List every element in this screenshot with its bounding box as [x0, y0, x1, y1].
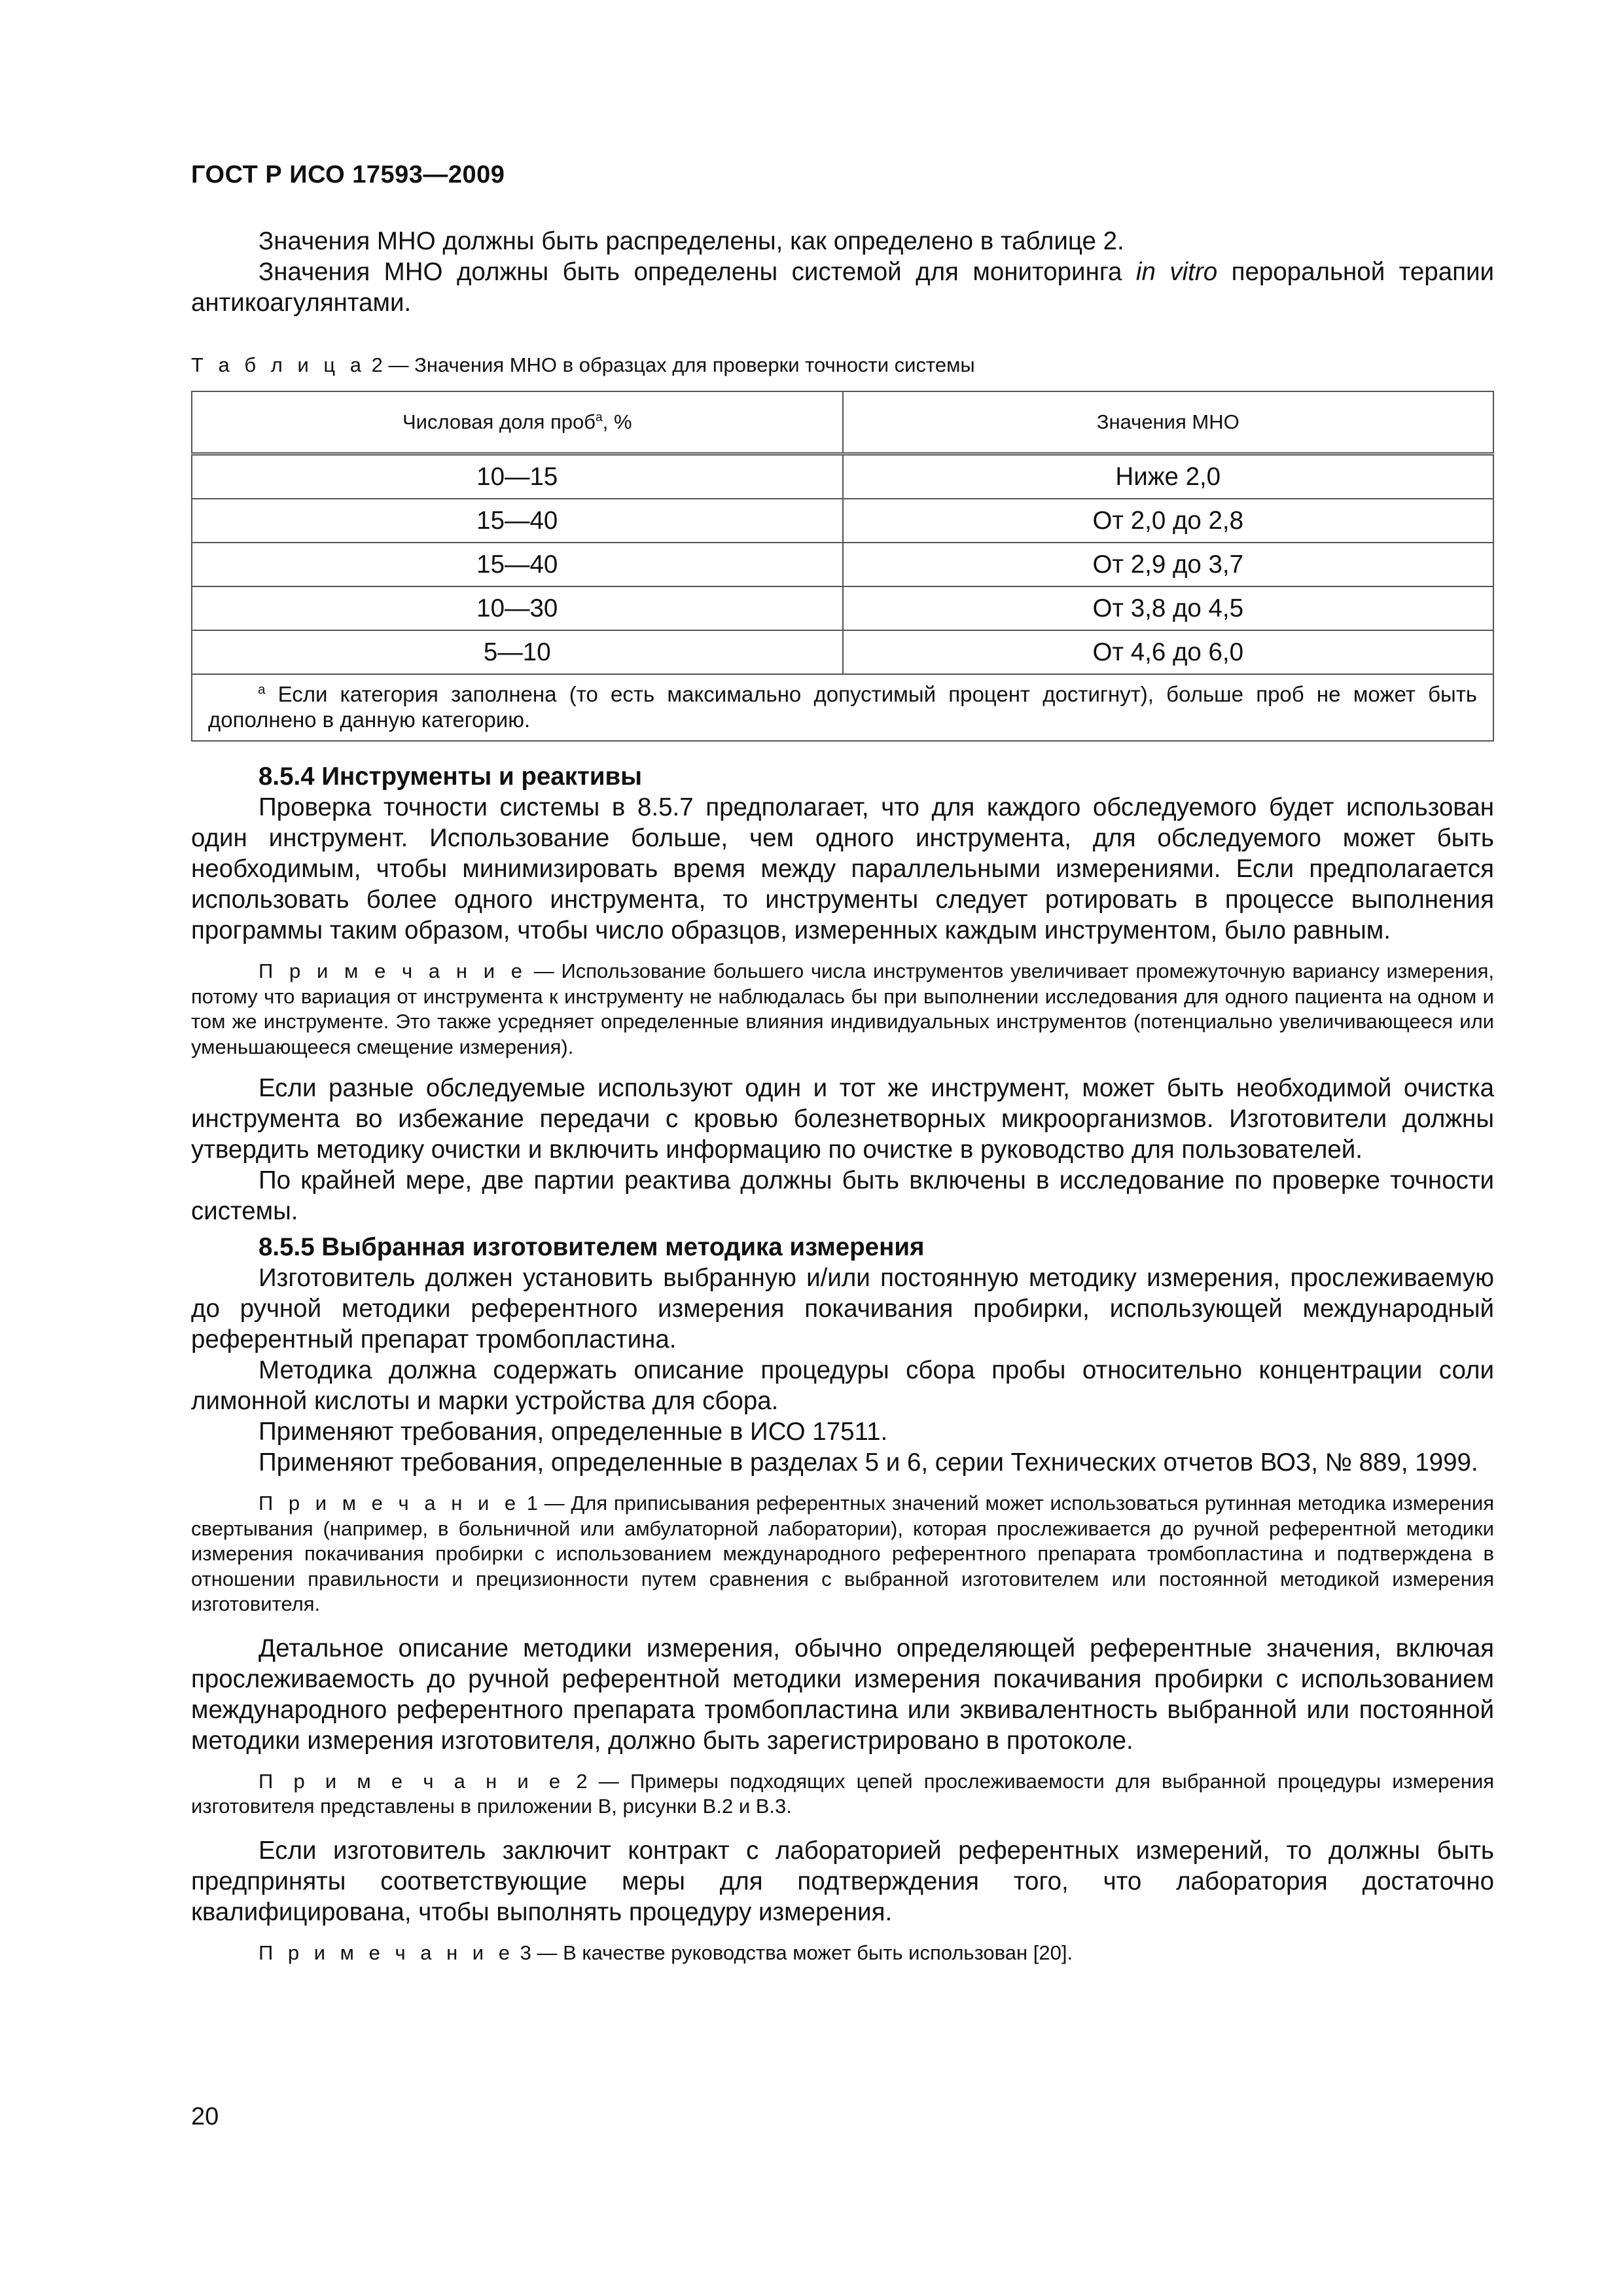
table-cell-inr: От 4,6 до 6,0	[843, 630, 1494, 674]
section-8-5-5-paragraph-2: Методика должна содержать описание процедуры сбора пробы относительно концентрации соли лимонной кислоты и марки устройства для сбора.	[191, 1356, 1494, 1415]
table-caption-text: 2 — Значения МНО в образцах для проверки точности системы	[366, 353, 975, 376]
table-header-fraction: Числовая доля проб$^а$, %	[192, 391, 843, 454]
section-8-5-4	[191, 761, 1494, 1227]
table-cell-inr: От 3,8 до 4,5	[843, 586, 1494, 630]
table-row	[192, 454, 1493, 499]
document-header: ГОСТ Р ИСО 17593—2009	[191, 161, 505, 188]
intro-text-start: Значения МНО должны быть определены системой для мониторинга	[259, 258, 1136, 286]
table-row	[192, 586, 1493, 630]
intro-paragraph-1: Значения МНО должны быть распределены, как определено в таблице 2.	[259, 227, 1124, 255]
table-cell-inr: От 2,0 до 2,8	[843, 499, 1494, 543]
table-cell-fraction: 10—30	[192, 586, 843, 630]
section-8-5-5-paragraph-4: Применяют требования, определенные в разделах 5 и 6, серии Технических отчетов ВОЗ, № 889, 1999.	[259, 1448, 1478, 1477]
table-cell-fraction: 15—40	[192, 543, 843, 586]
section-8-5-4-paragraph-1: Проверка точности системы в 8.5.7 предполагает, что для каждого обследуемого будет использован один инструмент. Использование больше, чем одного инструмента, для обследуемого может быть необходимым, чтобы минимизировать время между параллельными измерениями. Если предполагается использовать более одного инструмента, то инструменты следует ротировать в процессе выполнения программы таким образом, чтобы число образцов, измеренных каждым инструментом, было равным.	[191, 793, 1494, 944]
section-heading-8-5-5: 8.5.5 Выбранная изготовителем методика измерения	[259, 1233, 925, 1261]
section-8-5-5-paragraph-5: Детальное описание методики измерения, обычно определяющей референтные значения, включая прослеживаемость до ручной референтной методики измерения покачивания пробирки с использованием международного референтного препарата тромбопластина или эквивалентность выбранной или постоянной методики измерения изготовителя, должно быть зарегистрировано в протоколе.	[191, 1634, 1494, 1755]
table-row	[192, 499, 1493, 543]
table-cell-fraction: 5—10	[192, 630, 843, 674]
table-header-inr: Значения МНО	[843, 391, 1494, 454]
table-caption	[191, 353, 1494, 377]
section-8-5-5-note-1: П р и м е ч а н и е 1 — Для приписывания референтных значений может использоваться рутинная методика измерения свертывания (например, в больничной или амбулаторной лаборатории), которая прослеживается до ручной референтной методики измерения покачивания пробирки с использованием международного референтного препарата тромбопластина и подтверждена в отношении правильности и прецизионности путем сравнения с выбранной изготовителем или постоянной методикой измерения изготовителя.	[191, 1492, 1494, 1615]
section-8-5-4-note: П р и м е ч а н и е — Использование большего числа инструментов увеличивает промежуточную вариансу измерения, потому что вариация от инструмента к инструменту не наблюдалась бы при выполнении исследования для одного пациента на одном и том же инструменте. Это также усредняет определенные влияния индивидуальных инструментов (потенциально увеличивающееся или уменьшающееся смещение измерения).	[191, 960, 1494, 1058]
table-header-row	[192, 391, 1493, 454]
table-cell-fraction: 15—40	[192, 499, 843, 543]
note-label: П р и м е ч а н и е	[259, 960, 527, 982]
table-cell-inr: От 2,9 до 3,7	[843, 543, 1494, 586]
inr-table	[191, 391, 1494, 742]
section-8-5-5-note-2: П р и м е ч а н и е 2 — Примеры подходящих цепей прослеживаемости для выбранной процедуры измерения изготовителя представлены в приложении В, рисунки В.2 и В.3.	[191, 1769, 1494, 1818]
section-8-5-5-paragraph-1: Изготовитель должен установить выбранную и/или постоянную методику измерения, прослеживаемую до ручной методики референтного измерения покачивания пробирки, использующей международный референтный препарат тромбопластина.	[191, 1264, 1494, 1354]
note-label: П р и м е ч а н и е	[259, 1492, 521, 1515]
intro-italic-term: in vitro	[1135, 258, 1218, 286]
table-row	[192, 543, 1493, 586]
table-row	[192, 630, 1493, 674]
section-8-5-5-paragraph-6: Если изготовитель заключит контракт с лабораторией референтных измерений, то должны быть предприняты соответствующие меры для подтверждения того, что лаборатория достаточно квалифицирована, чтобы выполнять процедуру измерения.	[191, 1836, 1494, 1926]
table-cell-fraction: 10—15	[192, 454, 843, 499]
section-8-5-5-note-3: П р и м е ч а н и е 3 — В качестве руководства может быть использован [20].	[259, 1941, 1073, 1964]
table-caption-label: Т а б л и ц а	[191, 353, 366, 376]
table-cell-inr: Ниже 2,0	[843, 454, 1494, 499]
section-8-5-4-paragraph-3: По крайней мере, две партии реактива должны быть включены в исследование по проверке точности системы.	[191, 1166, 1494, 1225]
intro-paragraph-2	[191, 257, 1494, 318]
intro-text-end: пероральной терапии антикоагулянтами.	[191, 258, 1494, 317]
page-number: 20	[191, 2103, 219, 2130]
section-8-5-5-paragraph-3: Применяют требования, определенные в ИСО 17511.	[259, 1418, 888, 1446]
intro-block	[191, 226, 1494, 318]
table-footnote-row	[192, 674, 1493, 741]
note-label: П р и м е ч а н и е	[259, 1769, 565, 1793]
section-8-5-4-paragraph-2: Если разные обследуемые используют один и тот же инструмент, может быть необходимой очистка инструмента во избежание передачи с кровью болезнетворных микроорганизмов. Изготовители должны утвердить методику очистки и включить информацию по очистке в руководство для пользователей.	[191, 1074, 1494, 1164]
section-heading-8-5-4: 8.5.4 Инструменты и реактивы	[259, 762, 643, 791]
table-footnote: $^а$ Если категория заполнена (то есть максимально допустимый процент достигнут), больше проб не может быть дополнено в данную категорию.	[192, 674, 1493, 741]
section-8-5-5	[191, 1232, 1494, 1965]
note-label: П р и м е ч а н и е	[259, 1941, 514, 1964]
